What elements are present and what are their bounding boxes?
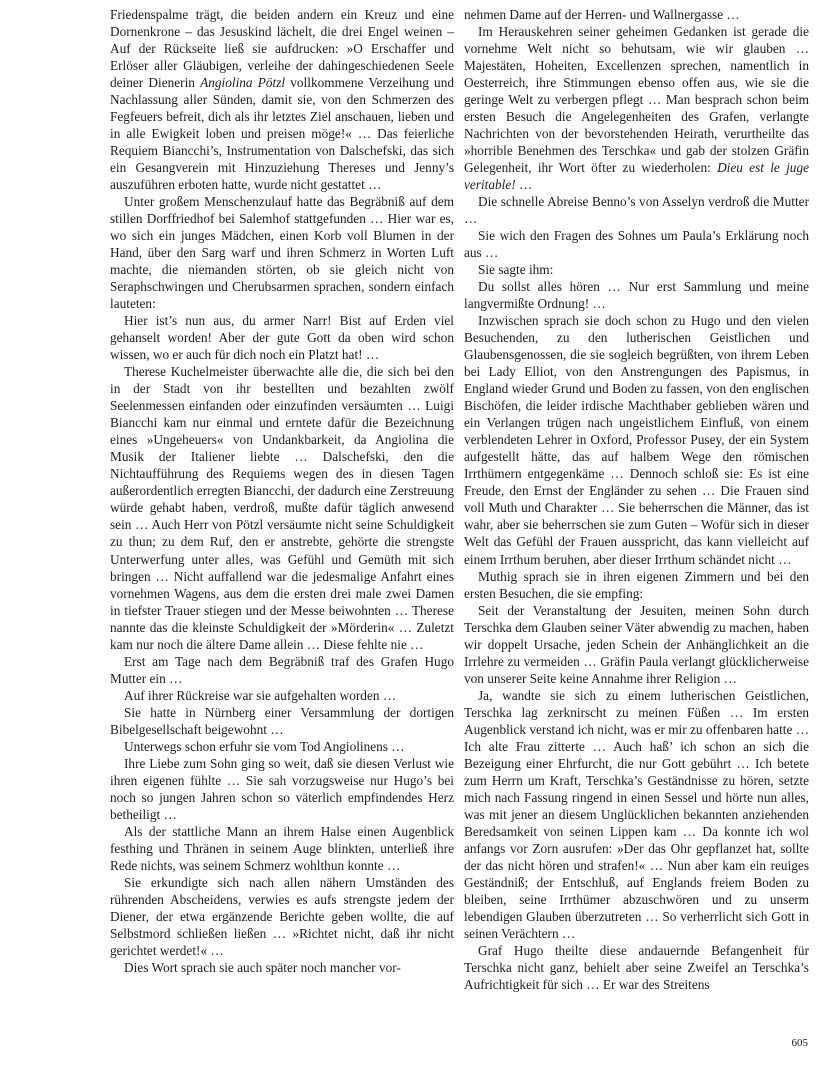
text-run: Ja, wandte sie sich zu einem lutherischen Geistlichen, Terschka lag zerknirscht zu meinen Füßen … Im ersten Augenblick verstand ich nicht, was er mir zu offenbaren hatte … Ich alte Frau zitterte … Auch haß’ ich schon an sich die Bezeigung einer Ehrfurcht, die nur Gott gebührt … Ich betete zum Herrn um Kraft, Terschka’s Geständnisse zu hören, setzte mich nach Fassung ringend in einen Sessel und hörte nun alles, was mit jener an diesem Unglücklichen bekannten anziehenden Beredsamkeit von seinen Lippen kam … Da konnte ich wol anfangs vor Zorn ausrufen: »Der das Ohr gepflanzet hat, sollte der das nicht hören und strafen!« … Nun aber kam ein reuiges Geständniß; der Entschluß, auf Englands freiem Boden zu bleiben, seine Irrthümer abzuschwören und zu unserm lebendigen Glauben überzutreten … So verherrlicht sich Gott in seinen Verächtern …	[464, 687, 809, 941]
text-run: Sie erkundigte sich nach allen nähern Umständen des rührenden Abscheidens, verwies es aufs strengste jedem der Diener, der etwa ergänzende Berichte geben wollte, die auf Selbstmord schließen ließen … »Richtet nicht, daß ihr nicht gerichtet werdet!« …	[110, 874, 454, 958]
text-run: Als der stattliche Mann an ihrem Halse einen Augenblick festhing und Thränen in seinem Auge blinkten, unterließ ihre Rede nichts, was seinem Schmerz wohlthun konnte …	[110, 823, 454, 873]
left-text-column	[110, 6, 454, 976]
text-run: Ihre Liebe zum Sohn ging so weit, daß sie diesen Verlust wie ihren eigenen fühlte … Sie sah vorzugsweise nur Hugo’s bei noch so jungen Jahren schon so väterlich empfindendes Herz betheiligt …	[110, 755, 454, 822]
paragraph	[110, 755, 454, 823]
paragraph	[110, 738, 454, 755]
text-run: Erst am Tage nach dem Begräbniß traf des Grafen Hugo Mutter ein …	[110, 653, 454, 686]
text-run: vollkommene Verzeihung und Nachlassung aller Sünden, damit sie, von den Schmerzen des Fegfeuers befreit, dich als ihr letztes Ziel anschauen, lieben und in alle Ewigkeit loben und preisen möge!« … Das feierliche Requiem Biancchi’s, Instrumentation von Dalschefski, das sich ein Gesangverein mit Hinzuziehung Thereses und Jenny’s auszuführen erboten hatte, wurde nicht gestattet …	[110, 75, 454, 193]
text-run: Hier ist’s nun aus, du armer Narr! Bist auf Erden viel gehanselt worden! Aber der gute Gott da oben wird schon wissen, wo er auch für dich noch ein Platzt hat! …	[110, 313, 454, 363]
text-run: …	[515, 177, 533, 193]
paragraph	[464, 23, 809, 193]
paragraph	[464, 687, 809, 942]
paragraph	[464, 261, 809, 278]
text-run: Inzwischen sprach sie doch schon zu Hugo und den vielen Besuchenden, zu den lutherischen Geistlichen und Glaubensgenossen, die sie sogleich begrüßten, von ihrem Leben bei Lady Elliot, von den Anstrengungen des Papismus, in England wieder Grund und Boden zu fassen, von den englischen Bischöfen, die leider irdische Machthaber geblieben wären und ein Verlangen trügen nach ungeistlichem Einfluß, von einem verblendeten Lehrer in Oxford, Professor Pusey, der ein System aufgestellt hätte, das auf halbem Wege den römischen Irrthümern entgegenkäme … Dennoch schloß sie: Es ist eine Freude, den Ernst der Engländer zu sehen … Die Frauen sind voll Muth und Charakter … Sie beherrschen die Männer, das ist wahr, aber sie beherrschen sie zum Guten – Wofür sich in dieser Welt das Gefühl der Frauen ausspricht, das kann vielleicht auf einem Irrthum beruhen, aber dieser Irrthum schändet nicht …	[464, 313, 809, 567]
paragraph	[464, 602, 809, 687]
paragraph	[110, 687, 454, 704]
paragraph	[110, 363, 454, 652]
italic-text: Dieu est le juge veritable!	[464, 160, 809, 193]
paragraph	[464, 227, 809, 261]
paragraph	[110, 959, 454, 976]
text-run: Unterwegs schon erfuhr sie vom Tod Angiolinens …	[124, 738, 405, 754]
text-run: Therese Kuchelmeister überwachte alle die, die sich bei den in der Stadt von ihr bestellten und bezahlten zwölf Seelenmessen einfanden oder einzufinden versäumten … Luigi Biancchi kam nur einmal und erntete dafür die Bezeichnung eines »Ungeheuers« von Undankbarkeit, da Angiolina die Musik der Italiener liebte … Dalschefski, den die Nichtaufführung des Requiems wegen des in diesen Tagen außerordentlich erregten Biancchi, der dadurch eine Zerstreuung würde gehabt haben, verdroß, mußte dafür täglich anwesend sein … Auch Herr von Pötzl versäumte nicht seine Schuldigkeit zu thun; zu dem Ruf, den er anstrebte, gehörte die strengste Unterwerfung unter alles, was Gefühl und Gemüth mit sich bringen … Nicht auffallend war die jedesmalige Anfahrt eines vornehmen Wagens, aus dem die ersten drei male zwei Damen in tiefster Trauer stiegen und der Messe beiwohnten … Therese nannte das die kleinste Schuldigkeit der »Mörderin« … Zuletzt kam nur noch die ältere Dame allein … Diese fehlte nie …	[110, 364, 454, 652]
paragraph	[110, 312, 454, 363]
text-run: Im Herauskehren seiner geheimen Gedanken ist gerade die vornehme Welt nicht so behutsam, wie wir glauben … Majestäten, Hoheiten, Excellenzen sprechen, namentlich in Oesterreich, ihre Stimmungen ebenso offen aus, wie sie die geringe Welt zu verbergen pflegt … Man besprach schon beim ersten Besuch die Angelegenheiten des Grafen, verlangte Nachrichten von der bevorstehenden Heirath, verurtheilte das »horrible Benehmen des Terschka« und gab der stolzen Gräfin Gelegenheit, ihr Wort öfter zu wiederholen:	[464, 24, 809, 176]
text-run: Sie hatte in Nürnberg einer Versammlung der dortigen Bibelgesellschaft beigewohnt …	[110, 704, 454, 737]
text-run: Unter großem Menschenzulauf hatte das Begräbniß auf dem stillen Dorffriedhof bei Salemhof stattgefunden … Hier war es, wo sich ein junges Mädchen, einen Korb voll Blumen in der Hand, über den Sarg warf und ihren Schmerz in Worten Luft machte, die niemanden störten, ob sie gleich nicht von Seraphschwingen und Cherubsarmen sprachen, sondern einfach lauteten:	[110, 194, 454, 312]
paragraph	[110, 874, 454, 959]
paragraph	[110, 704, 454, 738]
text-run: Auf ihrer Rückreise war sie aufgehalten worden …	[124, 687, 397, 703]
paragraph	[110, 653, 454, 687]
paragraph	[110, 823, 454, 874]
page-number: 605	[791, 1037, 808, 1049]
text-run: Dies Wort sprach sie auch später noch mancher vor-	[124, 959, 401, 975]
text-run: Graf Hugo theilte diese andauernde Befangenheit für Terschka nicht ganz, behielt aber seine Zweifel an Terschka’s Aufrichtigkeit für sich … Er war des Streitens	[464, 942, 809, 992]
paragraph	[464, 942, 809, 993]
text-run: Sie sagte ihm:	[478, 262, 554, 278]
text-run: Sie wich den Fragen des Sohnes um Paula’s Erklärung noch aus …	[464, 228, 809, 261]
text-run: Friedenspalme trägt, die beiden andern ein Kreuz und eine Dornenkrone – das Jesuskind lächelt, die drei Engel weinen – Auf der Rückseite ließ sie aufdrucken: »O Erschaffer und Erlöser aller Gläubigen, verleihe der dahingeschiedenen Seele deiner Dienerin	[110, 7, 454, 91]
right-text-column	[464, 6, 809, 993]
text-run: Die schnelle Abreise Benno’s von Asselyn verdroß die Mutter …	[464, 194, 809, 227]
text-run: nehmen Dame auf der Herren- und Wallnergasse …	[464, 7, 740, 22]
paragraph	[110, 6, 454, 193]
paragraph	[110, 193, 454, 312]
paragraph	[464, 6, 809, 23]
paragraph	[464, 193, 809, 227]
text-run: Seit der Veranstaltung der Jesuiten, meinen Sohn durch Terschka dem Glauben seiner Väter abwendig zu machen, haben wir doppelt Ursache, jeden Schein der Anhänglichkeit an die Irrlehre zu vermeiden … Gräfin Paula verlangt glücklicherweise von unserer Seite keine Annahme ihrer Religion …	[464, 602, 809, 686]
paragraph	[464, 568, 809, 602]
text-run: Du sollst alles hören … Nur erst Sammlung und meine langvermißte Ordnung! …	[464, 279, 809, 312]
paragraph	[464, 278, 809, 312]
paragraph	[464, 312, 809, 567]
text-run: Muthig sprach sie in ihren eigenen Zimmern und bei den ersten Besuchen, die sie empfing:	[464, 568, 809, 601]
italic-text: Angiolina Pötzl	[200, 75, 286, 91]
